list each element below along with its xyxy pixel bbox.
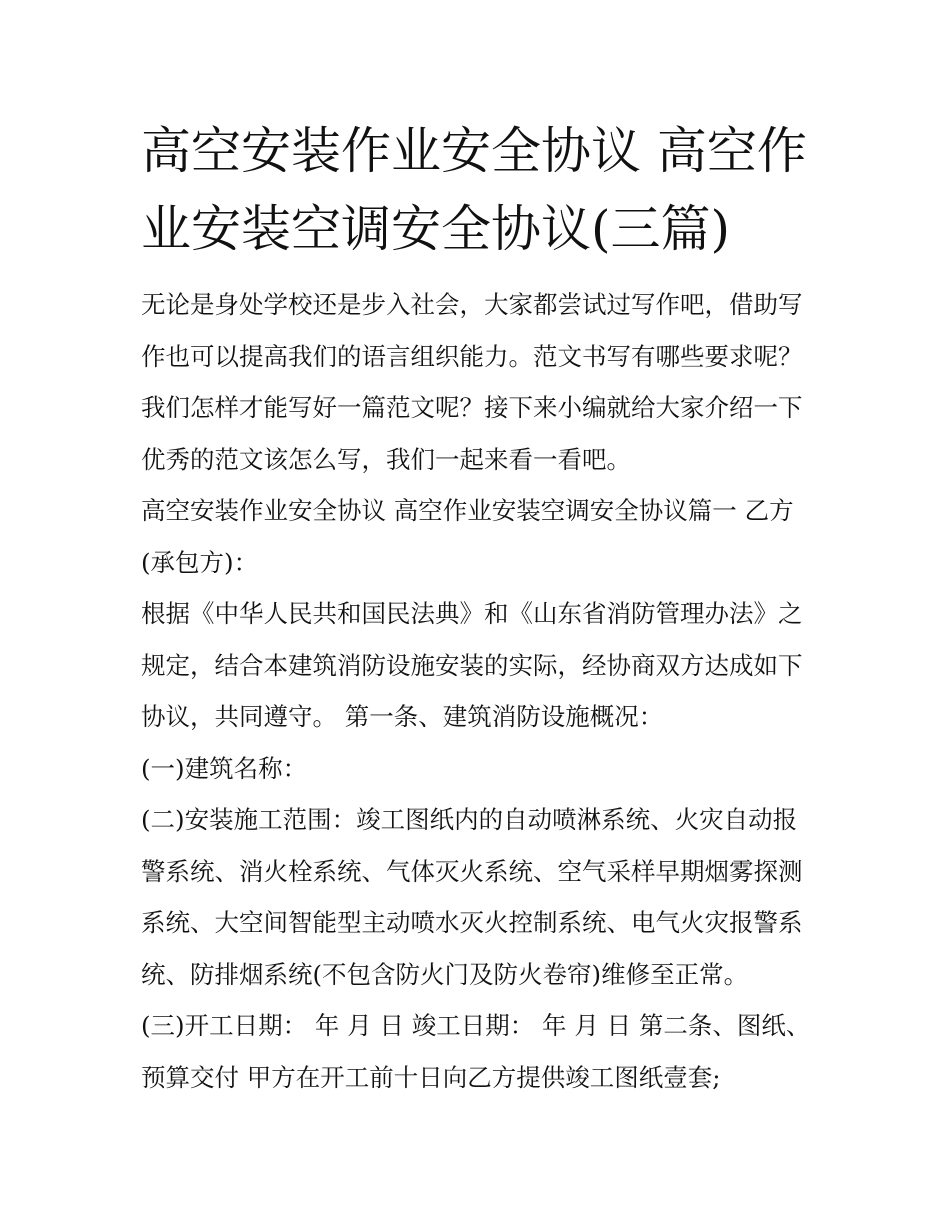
title-line: 业安装空调安全协议(三篇) xyxy=(141,200,731,258)
text-line: 协议，共同遵守。 第一条、建筑消防设施概况： xyxy=(141,702,664,731)
text-line: 根据《中华人民共和国民法典》和《山东省消防管理办法》之 xyxy=(141,599,803,628)
intro-paragraph xyxy=(141,279,821,485)
text-line: 规定，结合本建筑消防设施安装的实际，经协商双方达成如下 xyxy=(141,650,803,680)
text-line: 系统、大空间智能型主动喷水灭火控制系统、电气火灾报警系 xyxy=(141,908,803,937)
text-line: 高空安装作业安全协议 高空作业安装空调安全协议篇一 乙方 xyxy=(141,496,794,525)
schedule-paragraph xyxy=(141,1000,821,1103)
text-line: (二)安装施工范围：竣工图纸内的自动喷淋系统、火灾自动报 xyxy=(141,805,798,834)
title-line: 高空安装作业安全协议 高空作 xyxy=(141,122,807,180)
text-line: 无论是身处学校还是步入社会，大家都尝试过写作吧，借助写 xyxy=(141,290,803,319)
section-heading-paragraph xyxy=(141,485,821,588)
text-line: 预算交付 甲方在开工前十日向乙方提供竣工图纸壹套; xyxy=(141,1062,721,1092)
text-line: (承包方)： xyxy=(141,547,259,577)
text-line: 统、防排烟系统(不包含防火门及防火卷帘)维修至正常。 xyxy=(141,959,749,989)
text-line: 警系统、消火栓系统、气体灭火系统、空气采样早期烟雾探测 xyxy=(141,856,803,886)
text-line: (一)建筑名称： xyxy=(141,753,308,783)
text-line: 我们怎样才能写好一篇范文呢？接下来小编就给大家介绍一下 xyxy=(141,393,803,422)
document-title xyxy=(141,112,821,268)
document-body xyxy=(141,279,821,1103)
building-name-paragraph xyxy=(141,743,821,795)
text-line: (三)开工日期： 年 月 日 竣工日期： 年 月 日 第二条、图纸、 xyxy=(141,1011,811,1040)
text-line: 作也可以提高我们的语言组织能力。范文书写有哪些要求呢？ xyxy=(141,341,803,371)
installation-scope-paragraph xyxy=(141,794,821,1000)
agreement-basis-paragraph xyxy=(141,588,821,743)
text-line: 优秀的范文该怎么写，我们一起来看一看吧。 xyxy=(141,444,631,474)
